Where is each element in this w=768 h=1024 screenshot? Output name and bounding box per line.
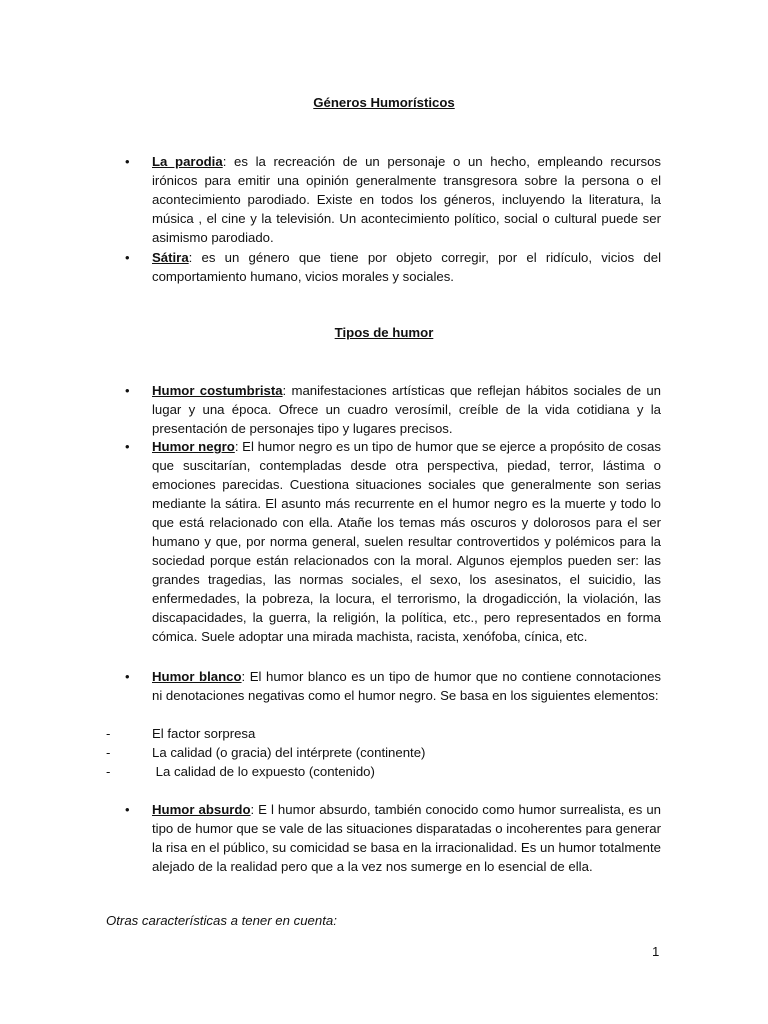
other-characteristics-note: Otras características a tener en cuenta: — [106, 913, 337, 928]
definition-text: es un género que tiene por objeto corregir, por el ridículo, vicios del comportamiento humano, vicios morales y sociales. — [152, 250, 661, 284]
bullet-icon: • — [125, 669, 130, 684]
term-colon: : — [188, 250, 193, 265]
dash-icon: - — [106, 745, 111, 760]
term-colon: : — [241, 669, 246, 684]
type-absurdo — [152, 800, 661, 876]
list-item-text: La calidad (o gracia) del intérprete (continente) — [152, 745, 426, 760]
term-colon: : — [222, 154, 227, 169]
definition-text: E l humor absurdo, también conocido como humor surrealista, es un tipo de humor que se vale de las situaciones disparatadas o incoherentes para generar la risa en el público, su comicidad se basa en la irracionalidad. Es un humor totalmente alejado de la realidad pero que a la vez nos sumerge en lo esencial de ella. — [152, 802, 661, 874]
term-colon: : — [282, 383, 287, 398]
term-label: La parodia — [152, 154, 223, 169]
bullet-icon: • — [125, 154, 130, 169]
section-title: Tipos de humor — [334, 325, 434, 340]
list-item — [106, 743, 425, 762]
term-label: Humor absurdo — [152, 802, 251, 817]
term-label: Humor costumbrista — [152, 383, 283, 398]
term-label: Sátira — [152, 250, 189, 265]
term-colon: : — [234, 439, 239, 454]
bullet-icon: • — [125, 383, 130, 398]
page-title: Géneros Humorísticos — [313, 95, 455, 110]
definition-text: El humor negro es un tipo de humor que se ejerce a propósito de cosas que suscitarían, contempladas desde otra perspectiva, piedad, terror, lástima o emociones parecidas. Cuestiona situaciones sociales que generalmente son serias mediante la sátira. El asunto más recurrente en el humor negro es la muerte y todo lo que está relacionado con ella. Atañe los temas más oscuros y dolorosos para el ser humano y que, por norma general, suelen resultar controvertidos y polémicos para la sociedad porque están relacionados con la moral. Algunos ejemplos pueden ser: las grandes tragedias, las normas sociales, el sexo, los asesinatos, el suicidio, las enfermedades, la pobreza, la locura, el terrorismo, la drogadicción, la violación, las discapacidades, la guerra, la religión, la política, etc., pero representados en forma cómica. Suele adoptar una mirada machista, racista, xenófoba, cínica, etc. — [152, 439, 661, 644]
term-colon: : — [250, 802, 255, 817]
bullet-icon: • — [125, 250, 130, 265]
bullet-icon: • — [125, 802, 130, 817]
type-negro — [152, 437, 661, 646]
list-item — [106, 762, 375, 781]
definition-text: es la recreación de un personaje o un hecho, empleando recursos irónicos para emitir una opinión generalmente transgresora sobre la persona o el acontecimiento parodiado. Existe en todos los géneros, incluyendo la literatura, la música , el cine y la televisión. Un acontecimiento político, social o cultural puede ser asimismo parodiado. — [152, 154, 662, 245]
type-blanco — [152, 667, 661, 705]
term-label: Humor negro — [152, 439, 235, 454]
genre-satira — [152, 248, 661, 286]
dash-icon: - — [106, 764, 111, 779]
list-item — [106, 724, 255, 743]
type-costumbrista — [152, 381, 661, 438]
list-item-text: El factor sorpresa — [152, 726, 256, 741]
dash-icon: - — [106, 726, 111, 741]
bullet-icon: • — [125, 439, 130, 454]
genre-parodia — [152, 152, 661, 247]
definition-text: El humor blanco es un tipo de humor que no contiene connotaciones ni denotaciones negativas como el humor negro. Se basa en los siguientes elementos: — [152, 669, 662, 703]
page-number: 1 — [652, 944, 660, 959]
list-item-text: La calidad de lo expuesto (contenido) — [152, 764, 375, 779]
definition-text: manifestaciones artísticas que reflejan hábitos sociales de un lugar y una época. Ofrece un cuadro verosímil, creíble de la vida cotidiana y la presentación de personajes tipo y lugares precisos. — [152, 383, 661, 436]
term-label: Humor blanco — [152, 669, 242, 684]
